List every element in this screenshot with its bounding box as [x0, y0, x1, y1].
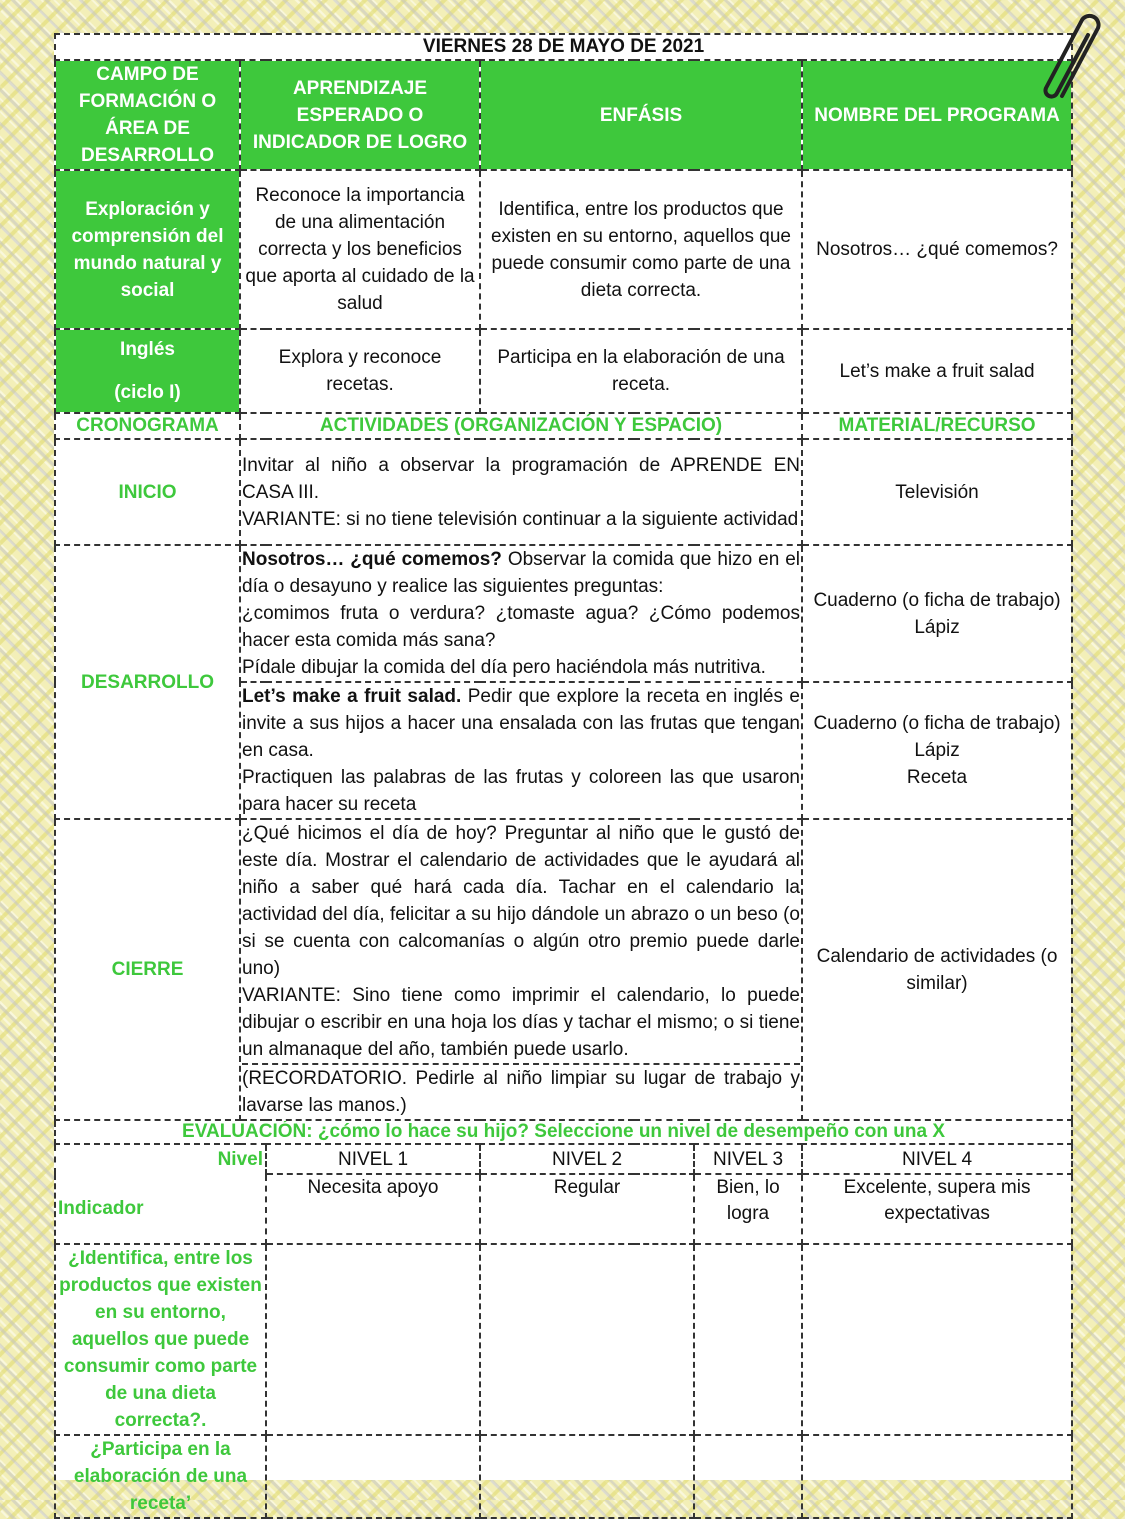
cierre-material: Calendario de actividades (o similar) [802, 819, 1072, 1120]
nivel-2-header: NIVEL 2 [480, 1144, 694, 1174]
cierre-activity [240, 819, 802, 1120]
desarrollo-a-text-1: Observar la comida que hizo en el día o desayuno y realice las siguientes preguntas: [242, 549, 800, 597]
inicio-label: INICIO [55, 439, 240, 545]
inicio-activity [240, 439, 802, 545]
header-actividades: ACTIVIDADES (ORGANIZACIÓN Y ESPACIO) [240, 413, 802, 439]
desarrollo-b-material-1: Cuaderno (o ficha de trabajo) [813, 713, 1061, 734]
programa-exploracion: Nosotros… ¿qué comemos? [802, 170, 1072, 329]
desarrollo-a-material-1: Cuaderno (o ficha de trabajo) [813, 589, 1061, 611]
desarrollo-b-text-2: Practiquen las palabras de las frutas y coloreen las que usaron para hacer su receta [242, 767, 800, 815]
nivel-4-descriptor: Excelente, supera mis expectativas [802, 1174, 1072, 1244]
aprendizaje-ingles: Explora y reconoce recetas. [240, 329, 480, 413]
inicio-material: Televisión [802, 439, 1072, 545]
desarrollo-activity-a [240, 545, 802, 682]
header-material: MATERIAL/RECURSO [802, 413, 1072, 439]
desarrollo-a-text-2: ¿comimos fruta o verdura? ¿tomaste agua? ¿Cómo podemos hacer esta comida más sana? [242, 603, 800, 651]
cierre-text-2: VARIANTE: Sino tiene como imprimir el calendario, lo puede dibujar o escribir en una hoja los días y tachar el mismo; o si tiene un almanaque del año, también puede usarlo. [242, 985, 800, 1060]
desarrollo-label: DESARROLLO [55, 545, 240, 819]
enfasis-ingles: Participa en la elaboración de una receta. [480, 329, 802, 413]
desarrollo-a-material [802, 545, 1072, 682]
inicio-text-2: VARIANTE: si no tiene televisión continuar a la siguiente actividad [242, 508, 799, 530]
campo-ingles-line2: (ciclo I) [114, 382, 181, 403]
programa-ingles: Let’s make a fruit salad [802, 329, 1072, 413]
indicator-1-nivel-1-cell[interactable] [266, 1244, 480, 1435]
header-enfasis: ENFÁSIS [480, 60, 802, 170]
desarrollo-b-text-1: Pedir que explore la receta en inglés e invite a sus hijos a hacer una ensalada con las frutas que tengan en casa. [242, 686, 800, 761]
indicator-1-nivel-4-cell[interactable] [802, 1244, 1072, 1435]
inicio-text-1: Invitar al niño a observar la programación de APRENDE EN CASA III. [242, 454, 800, 503]
campo-exploracion: Exploración y comprensión del mundo natural y social [55, 170, 240, 329]
desarrollo-b-title: Let’s make a fruit salad. [242, 686, 462, 707]
indicador-label: Indicador [55, 1174, 266, 1244]
header-cronograma: CRONOGRAMA [55, 413, 240, 439]
nivel-label: Nivel [55, 1144, 266, 1174]
indicator-2-nivel-4-cell[interactable] [802, 1435, 1072, 1518]
header-programa: NOMBRE DEL PROGRAMA [802, 60, 1072, 170]
nivel-1-descriptor: Necesita apoyo [266, 1174, 480, 1244]
nivel-3-descriptor: Bien, lo logra [694, 1174, 802, 1244]
desarrollo-b-material-2: Lápiz [914, 740, 960, 761]
indicator-2-nivel-2-cell[interactable] [480, 1435, 694, 1518]
nivel-3-header: NIVEL 3 [694, 1144, 802, 1174]
cierre-label: CIERRE [55, 819, 240, 1120]
desarrollo-a-material-2: Lápiz [914, 616, 960, 638]
campo-ingles-line1: Inglés [120, 339, 175, 360]
evaluacion-title: EVALUACIÓN: ¿cómo lo hace su hijo? Seleccione un nivel de desempeño con una X [55, 1120, 1072, 1144]
lesson-plan-table [54, 33, 1073, 1519]
date-title: VIERNES 28 DE MAYO DE 2021 [55, 34, 1072, 60]
nivel-4-header: NIVEL 4 [802, 1144, 1072, 1174]
header-campo: CAMPO DE FORMACIÓN O ÁREA DE DESARROLLO [55, 60, 240, 170]
aprendizaje-exploracion: Reconoce la importancia de una alimentación correcta y los beneficios que aporta al cuidado de la salud [240, 170, 480, 329]
cierre-text-3: (RECORDATORIO. Pedirle al niño limpiar su lugar de trabajo y lavarse las manos.) [242, 1063, 800, 1119]
indicator-1-question: ¿Identifica, entre los productos que existen en su entorno, aquellos que puede consumir como parte de una dieta correcta?. [55, 1244, 266, 1435]
indicator-2-nivel-3-cell[interactable] [694, 1435, 802, 1518]
desarrollo-b-material [802, 682, 1072, 819]
desarrollo-b-material-3: Receta [906, 767, 968, 788]
enfasis-exploracion: Identifica, entre los productos que existen en su entorno, aquellos que puede consumir como parte de una dieta correcta. [480, 170, 802, 329]
desarrollo-a-text-3: Pídale dibujar la comida del día pero haciéndola más nutritiva. [242, 657, 766, 678]
header-aprendizaje: APRENDIZAJE ESPERADO O INDICADOR DE LOGRO [240, 60, 480, 170]
cierre-text-1: ¿Qué hicimos el día de hoy? Preguntar al niño que le gustó de este día. Mostrar el calendario de actividades que le ayudará al niño a saber qué hará cada día. Tachar en el calendario la actividad del día, felicitar a su hijo dándole un abrazo o un beso (o si se cuenta con calcomanías o algún otro premio puede darle uno) [242, 823, 800, 979]
indicator-2-nivel-1-cell[interactable] [266, 1435, 480, 1518]
desarrollo-activity-b [240, 682, 802, 819]
indicator-1-nivel-3-cell[interactable] [694, 1244, 802, 1435]
indicator-1-nivel-2-cell[interactable] [480, 1244, 694, 1435]
indicator-2-question: ¿Participa en la elaboración de una receta’ [55, 1435, 266, 1518]
nivel-2-descriptor: Regular [480, 1174, 694, 1244]
desarrollo-a-title: Nosotros… ¿qué comemos? [242, 549, 502, 570]
nivel-1-header: NIVEL 1 [266, 1144, 480, 1174]
paperclip-icon [1032, 8, 1112, 108]
campo-ingles [55, 329, 240, 413]
